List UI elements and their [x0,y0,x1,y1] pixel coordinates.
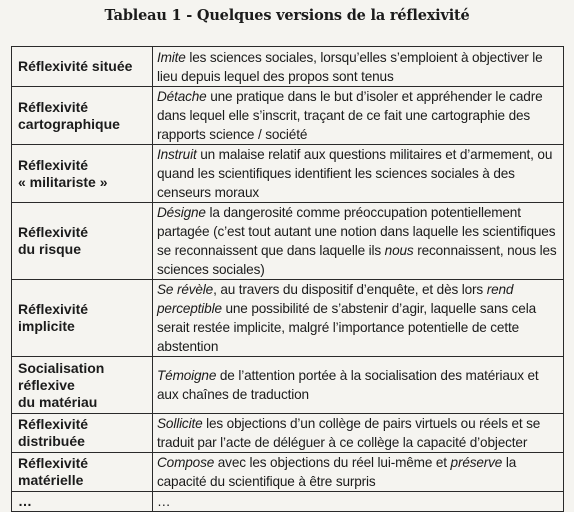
reflexivity-table [11,46,564,512]
table-row [12,280,564,357]
term-line: Réflexivité située [18,58,133,74]
description-emphasis: rend perceptible [157,282,514,316]
description-verb: Témoigne [157,368,217,383]
description-verb: Instruit [157,147,197,162]
description-text: la capacité du scientifique à être surpris [157,455,517,489]
term-line: distribuée [18,433,85,449]
term-line: du risque [18,241,82,257]
term-cell [12,357,153,414]
term-line: « militariste » [18,173,108,190]
term-cell [12,47,153,87]
description-cell [153,145,564,203]
term-line: réflexive [18,376,75,393]
term-cell [12,453,153,492]
description-cell [153,357,564,414]
table-row [12,145,564,203]
description-text: , au travers du dispositif d’enquête, et dès lors [213,282,487,297]
description-text: un malaise relatif aux questions militaires et d’armement, ou quand les scientifiques identifient les sciences sociales à des censeurs moraux [157,147,553,200]
description-emphasis: préserve [450,455,503,470]
description-verb: Désigne [157,205,206,220]
term-line: Réflexivité [18,156,89,173]
description-verb: Détache [157,89,207,104]
description-cell [153,453,564,492]
description-verb: Sollicite [157,416,203,431]
description-text: les sciences sociales, lorsqu’elles s’emploient à objectiver le lieu depuis lequel des propos sont tenus [157,49,543,84]
description-text: la dangerosité comme préoccupation potentiellement partagée (c’est tout autant une notion dans laquelle les scientifiques se reconnaissent que dans laquelle ils [157,205,556,258]
term-cell [12,414,153,453]
term-line: Réflexivité [18,301,89,317]
description-verb: Compose [157,455,215,470]
term-cell [12,203,153,280]
description-text: de l’attention portée à la socialisation des matériaux et aux chaînes de traduction [157,368,539,402]
term-cell [12,492,153,512]
description-cell [153,87,564,145]
table-row [12,414,564,453]
description-cell [153,203,564,280]
term-line: Socialisation [18,359,105,376]
description-verb: Imite [157,49,186,65]
description-text: une pratique dans le but d’isoler et appréhender le cadre dans lequel elle s’inscrit, traçant de ce fait une cartographie des rapports science / société [157,89,543,142]
description-text: … [157,494,171,509]
description-cell [153,492,564,512]
term-line: cartographique [18,115,120,132]
term-line: Réflexivité [18,224,89,240]
term-line: du matériau [18,393,98,410]
term-line: implicite [18,318,75,334]
table-row [12,357,564,414]
table-row [12,203,564,280]
description-text: reconnaissent, nous les sciences sociales) [157,243,557,277]
term-cell [12,280,153,357]
description-cell [153,280,564,357]
description-cell [153,47,564,87]
table-row [12,453,564,492]
term-cell [12,87,153,145]
term-line: … [18,493,32,509]
table-row [12,492,564,512]
description-emphasis: nous [384,243,414,258]
table-row [12,87,564,145]
description-cell [153,414,564,453]
term-line: Réflexivité [18,455,89,471]
description-text: avec les objections du réel lui-même et [214,455,451,470]
table-caption: Tableau 1 - Quelques versions de la réflexivité [104,7,470,24]
description-text: les objections d’un collège de pairs virtuels ou réels et se traduit par l’acte de déléguer à ce collège la capacité d’objecter [157,416,541,450]
term-line: Réflexivité [18,98,89,115]
term-line: matérielle [18,472,84,488]
description-verb: Se révèle [157,282,214,297]
term-cell [12,145,153,203]
table-row [12,47,564,87]
description-text: une possibilité de s’abstenir d’agir, laquelle sans cela serait restée implicite, malgré l’importance potentielle de cette abstention [157,301,536,354]
term-line: Réflexivité [18,416,89,432]
